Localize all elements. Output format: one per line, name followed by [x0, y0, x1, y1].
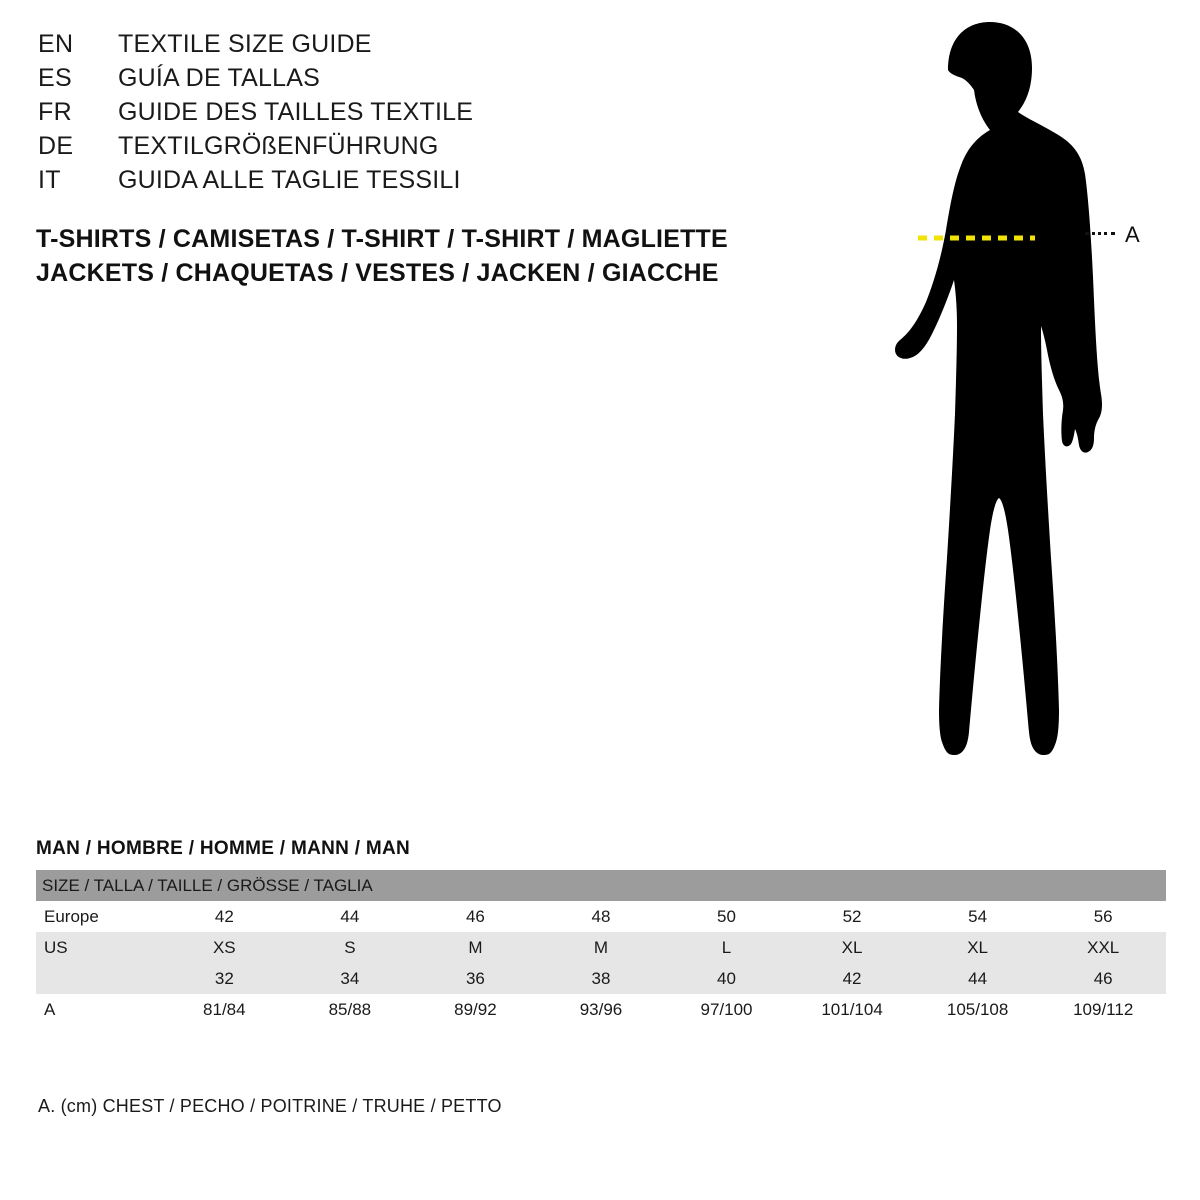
table-cell: L: [664, 932, 790, 963]
language-text: GUÍA DE TALLAS: [118, 64, 320, 92]
table-cell: 89/92: [413, 994, 539, 1025]
row-label: Europe: [36, 901, 162, 932]
language-code: DE: [38, 132, 74, 160]
table-cell: 46: [1040, 963, 1166, 994]
category-jackets: JACKETS / CHAQUETAS / VESTES / JACKEN / GIACCHE: [36, 259, 719, 287]
table-cell: 48: [538, 901, 664, 932]
table-row: [36, 932, 1166, 963]
table-cell: 85/88: [287, 994, 413, 1025]
table-footnote: A. (cm) CHEST / PECHO / POITRINE / TRUHE / PETTO: [38, 1096, 502, 1116]
table-cell: 46: [413, 901, 539, 932]
language-row: [38, 166, 738, 200]
size-table-section: [36, 838, 1166, 1025]
table-cell: M: [413, 932, 539, 963]
language-code: IT: [38, 166, 61, 194]
table-cell: 42: [789, 963, 915, 994]
language-code: EN: [38, 30, 74, 58]
table-cell: 44: [915, 963, 1041, 994]
table-cell: 32: [162, 963, 288, 994]
language-text: TEXTILE SIZE GUIDE: [118, 30, 372, 58]
language-code: ES: [38, 64, 72, 92]
table-group-title: MAN / HOMBRE / HOMME / MANN / MAN: [36, 838, 411, 859]
table-cell: 93/96: [538, 994, 664, 1025]
table-cell: 44: [287, 901, 413, 932]
measure-label-a: A: [1125, 222, 1140, 247]
table-cell: 105/108: [915, 994, 1041, 1025]
table-cell: M: [538, 932, 664, 963]
language-row: [38, 30, 738, 64]
language-row: [38, 64, 738, 98]
table-header-label: SIZE / TALLA / TAILLE / GRÖSSE / TAGLIA: [36, 870, 1166, 901]
language-row: [38, 132, 738, 166]
size-table: [36, 870, 1166, 1025]
table-cell: 38: [538, 963, 664, 994]
category-headings: [36, 222, 796, 290]
table-cell: XS: [162, 932, 288, 963]
table-cell: 34: [287, 963, 413, 994]
table-cell: 42: [162, 901, 288, 932]
language-text: GUIDA ALLE TAGLIE TESSILI: [118, 166, 461, 194]
language-row: [38, 98, 738, 132]
table-cell: 40: [664, 963, 790, 994]
chest-measure-line: [830, 10, 1190, 800]
table-cell: 97/100: [664, 994, 790, 1025]
table-cell: 52: [789, 901, 915, 932]
table-cell: 81/84: [162, 994, 288, 1025]
table-cell: 36: [413, 963, 539, 994]
table-cell: 56: [1040, 901, 1166, 932]
table-cell: XL: [915, 932, 1041, 963]
category-tshirts: T-SHIRTS / CAMISETAS / T-SHIRT / T-SHIRT / MAGLIETTE: [36, 225, 728, 253]
table-cell: S: [287, 932, 413, 963]
table-cell: XXL: [1040, 932, 1166, 963]
table-header-row: [36, 870, 1166, 901]
body-silhouette-figure: [830, 10, 1190, 800]
table-row: [36, 901, 1166, 932]
language-text: GUIDE DES TAILLES TEXTILE: [118, 98, 474, 126]
language-code: FR: [38, 98, 72, 126]
row-label: A: [36, 994, 162, 1025]
table-cell: 101/104: [789, 994, 915, 1025]
row-label: US: [36, 932, 162, 963]
table-cell: 50: [664, 901, 790, 932]
table-cell: 109/112: [1040, 994, 1166, 1025]
table-row: [36, 994, 1166, 1025]
table-cell: 54: [915, 901, 1041, 932]
language-text: TEXTILGRÖßENFÜHRUNG: [118, 132, 439, 160]
table-row: [36, 963, 1166, 994]
row-label: [36, 963, 162, 994]
language-list: [38, 30, 738, 200]
measure-leader-line: [1085, 232, 1115, 235]
table-cell: XL: [789, 932, 915, 963]
